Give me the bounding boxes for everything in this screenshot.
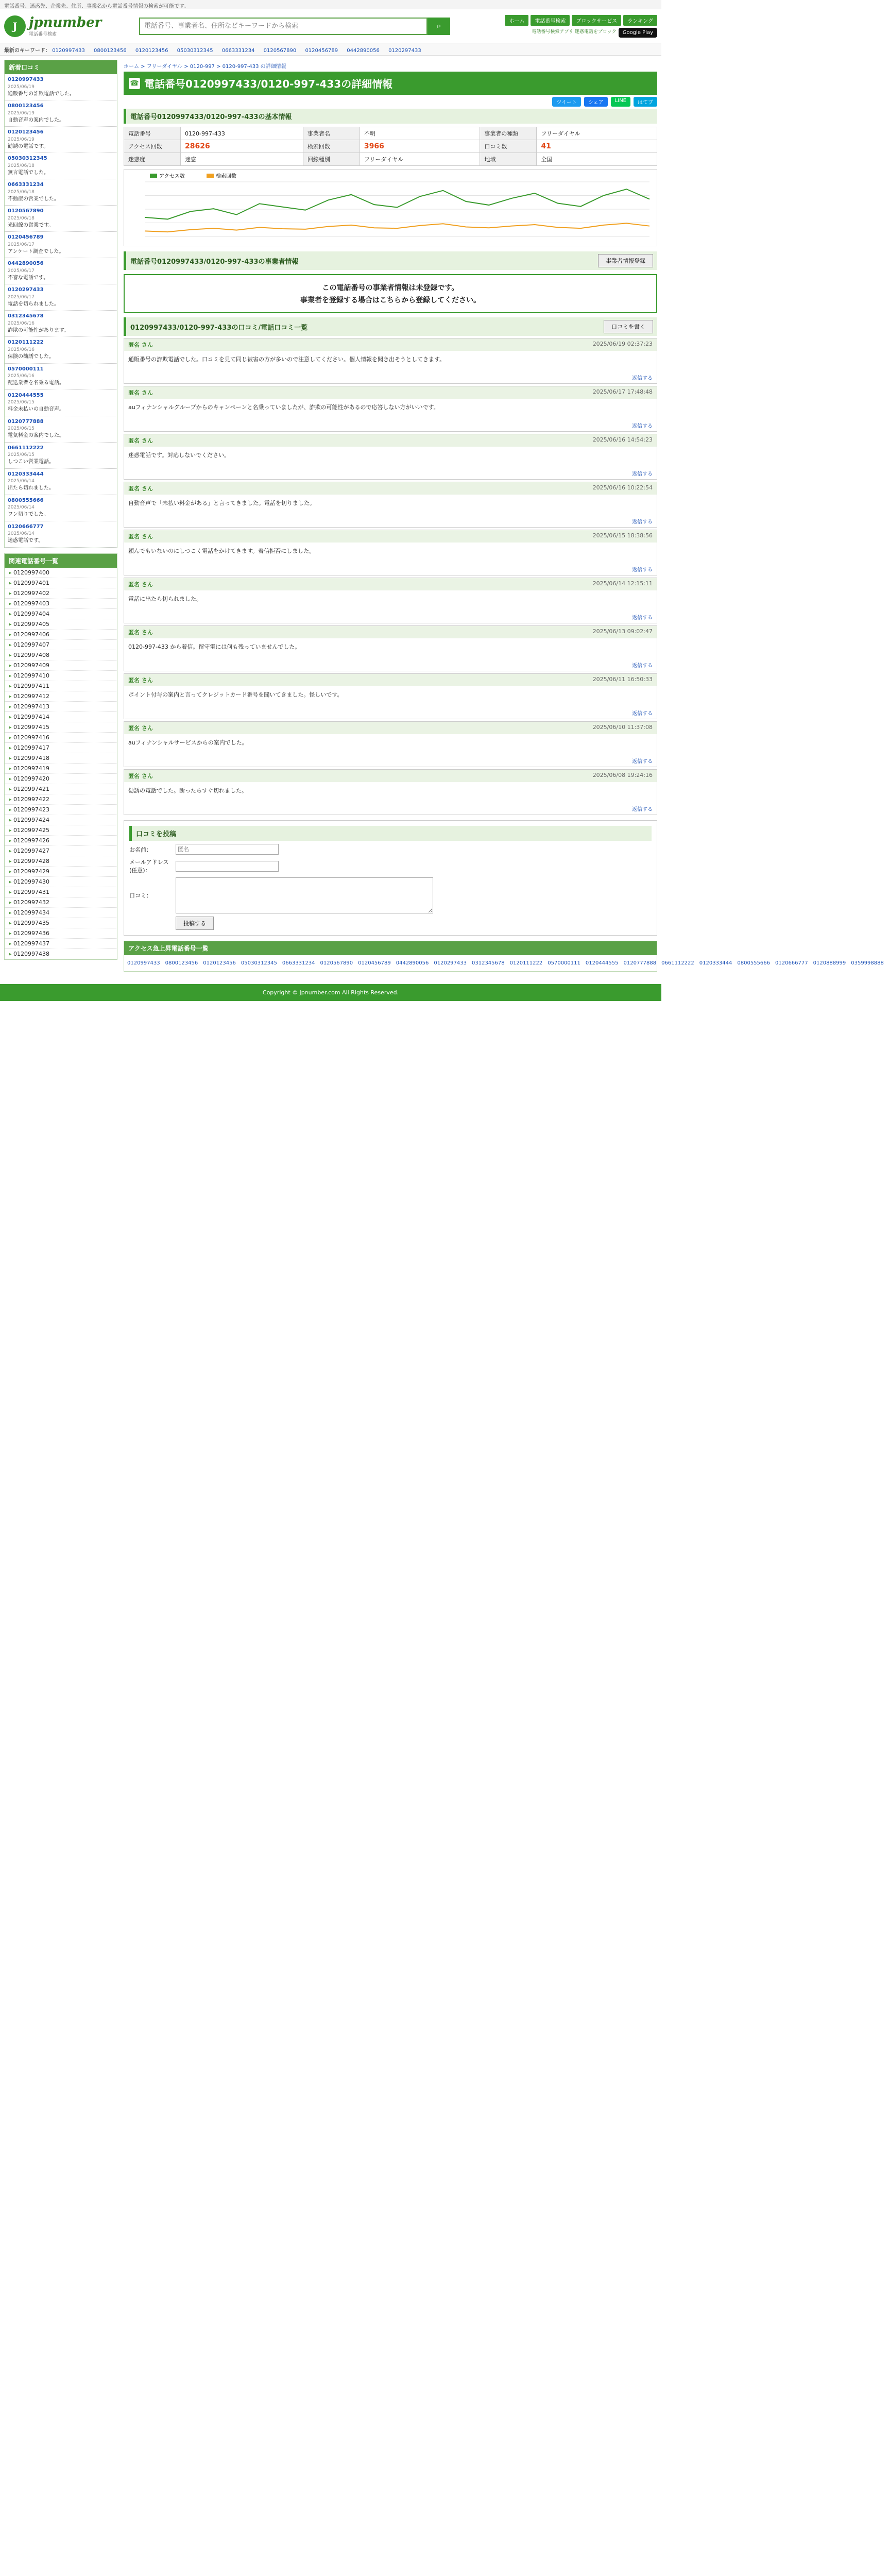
app-promo-text: 電話番号検索アプリ 迷惑電話をブロック <box>532 29 617 35</box>
info-value: フリーダイヤル <box>360 153 480 166</box>
comment-body: auフィナンシャルグループからのキャンペーンと名乗っていましたが、詐欺の可能性があるので応答しない方がいいです。 <box>128 404 439 411</box>
comment-body: auフィナンシャルサービスからの案内でした。 <box>128 739 248 746</box>
recent-comment-text: ワン切りでした。 <box>8 512 49 518</box>
related-number-link[interactable]: ▸ 0120997409 <box>5 660 117 671</box>
recent-comment-item[interactable] <box>5 521 117 548</box>
email-label: メールアドレス(任意)： <box>129 859 169 874</box>
trending-number-link[interactable]: 0359998888 <box>851 960 884 966</box>
comment-item <box>124 434 657 480</box>
basic-info-heading <box>124 109 657 124</box>
top-bar: 電話番号、迷惑先、企業先、住所、事業名から電話番号情報の検索が可能です。 <box>0 0 661 9</box>
email-input[interactable] <box>176 861 279 872</box>
recent-comment-number[interactable]: 0120297433 <box>8 287 44 293</box>
keyword-link[interactable]: 0442890056 <box>347 48 380 54</box>
info-key: 回線種別 <box>303 153 360 166</box>
recent-comment-item[interactable] <box>5 179 117 206</box>
trending-number-link[interactable]: 0120997433 <box>127 960 160 966</box>
recent-comment-date: 2025/06/16 <box>8 347 35 352</box>
recent-comment-text: 料金未払いの自動音声。 <box>8 406 64 413</box>
recent-comments-heading: 新着口コミ <box>5 60 117 74</box>
chart-legend-swatch <box>207 174 214 178</box>
info-value: 41 <box>537 140 657 153</box>
name-label: お名前： <box>129 846 152 853</box>
comment-reply-link[interactable]: 返信する <box>632 376 653 381</box>
related-number-link[interactable]: ▸ 0120997432 <box>5 897 117 908</box>
search-bar <box>139 18 499 35</box>
related-number-link[interactable]: ▸ 0120997406 <box>5 630 117 640</box>
business-info-heading <box>124 251 657 270</box>
related-numbers-box <box>4 553 117 960</box>
comment-body: 0120-997-433 から着信。留守電には何も残っていませんでした。 <box>128 643 301 650</box>
comment-body: 自動音声で「未払い料金がある」と言ってきました。電話を切りました。 <box>128 500 315 506</box>
comment-reply-link[interactable]: 返信する <box>632 759 653 765</box>
comment-reply-link[interactable]: 返信する <box>632 615 653 621</box>
related-number-link[interactable]: ▸ 0120997403 <box>5 599 117 609</box>
comment-author: 匿名 さん <box>128 389 153 396</box>
trending-number-link[interactable]: 0120297433 <box>434 960 467 966</box>
related-number-link[interactable]: ▸ 0120997408 <box>5 650 117 660</box>
recent-comment-number[interactable]: 0312345678 <box>8 313 44 319</box>
site-footer: Copyright © jpnumber.com All Rights Reserved. <box>0 984 661 1001</box>
comment-item <box>124 530 657 575</box>
trending-number-link[interactable]: 0120666777 <box>775 960 808 966</box>
share-button[interactable]: LINE <box>611 97 630 107</box>
recent-comment-item[interactable] <box>5 232 117 258</box>
trending-number-link[interactable]: 0312345678 <box>472 960 505 966</box>
comment-item <box>124 721 657 767</box>
related-numbers-list <box>5 568 117 959</box>
comment-form <box>124 820 657 936</box>
recent-comment-text: 不動産の営業でした。 <box>8 196 59 202</box>
comment-author: 匿名 さん <box>128 581 153 588</box>
info-row <box>124 153 657 166</box>
related-number-link[interactable]: ▸ 0120997404 <box>5 609 117 619</box>
business-notice-line2[interactable]: 事業者を登録する場合はこちらから登録してください。 <box>300 296 481 304</box>
comment-item <box>124 578 657 623</box>
info-key: アクセス回数 <box>124 140 181 153</box>
keyword-link[interactable]: 0120997433 <box>52 48 85 54</box>
related-number-link[interactable]: ▸ 0120997413 <box>5 702 117 712</box>
info-value: 全国 <box>537 153 657 166</box>
logo-text: jpnumber <box>29 15 102 30</box>
page-body <box>0 56 884 977</box>
comment-author: 匿名 さん <box>128 485 153 492</box>
comment-author: 匿名 さん <box>128 773 153 779</box>
logo-subtitle: 電話番号検索 <box>29 32 57 37</box>
nav-search[interactable]: 電話番号検索 <box>531 15 570 26</box>
trending-number-link[interactable]: 0120444555 <box>585 960 619 966</box>
comment-author: 匿名 さん <box>128 629 153 636</box>
comment-author: 匿名 さん <box>128 533 153 540</box>
recent-comment-text: 自動音声の案内でした。 <box>8 117 64 123</box>
form-heading <box>129 826 652 841</box>
recent-comment-date: 2025/06/18 <box>8 215 35 221</box>
info-value: 3966 <box>360 140 480 153</box>
related-number-link[interactable]: ▸ 0120997421 <box>5 784 117 794</box>
comment-label: 口コミ： <box>129 892 152 899</box>
access-chart <box>124 169 657 246</box>
recent-comment-number[interactable]: 0120111222 <box>8 340 44 346</box>
name-input[interactable] <box>176 844 279 855</box>
comment-date: 2025/06/10 11:37:08 <box>592 724 653 731</box>
comment-row <box>129 877 652 913</box>
comment-reply-link[interactable]: 返信する <box>632 471 653 477</box>
recent-comment-text: 電気料金の案内でした。 <box>8 433 64 439</box>
trending-number-link[interactable]: 0120456789 <box>358 960 391 966</box>
comment-author: 匿名 さん <box>128 677 153 684</box>
recent-comment-item[interactable] <box>5 100 117 127</box>
related-number-link[interactable]: ▸ 0120997401 <box>5 578 117 588</box>
recent-comment-date: 2025/06/19 <box>8 137 35 142</box>
comment-date: 2025/06/16 10:22:54 <box>592 484 653 491</box>
related-number-link[interactable]: ▸ 0120997410 <box>5 671 117 681</box>
comment-author: 匿名 さん <box>128 725 153 732</box>
recent-comment-number[interactable]: 0663331234 <box>8 182 44 188</box>
comment-date: 2025/06/16 14:54:23 <box>592 436 653 443</box>
related-number-link[interactable]: ▸ 0120997427 <box>5 846 117 856</box>
business-info-heading-text: 電話番号0120997433/0120-997-433の事業者情報 <box>130 258 299 266</box>
keyword-link[interactable]: 05030312345 <box>177 48 213 54</box>
related-number-link[interactable]: ▸ 0120997435 <box>5 918 117 928</box>
info-key: 迷惑度 <box>124 153 181 166</box>
trending-number-link[interactable]: 0800555666 <box>737 960 770 966</box>
chart-legend-swatch <box>150 174 157 178</box>
related-numbers-heading: 関連電話番号一覧 <box>5 554 117 568</box>
recent-comment-number[interactable]: 0442890056 <box>8 261 44 267</box>
comment-reply-link[interactable]: 返信する <box>632 807 653 812</box>
phone-icon: ☎ <box>129 78 140 89</box>
related-number-link[interactable]: ▸ 0120997428 <box>5 856 117 867</box>
recent-comment-date: 2025/06/17 <box>8 268 35 274</box>
recent-comment-date: 2025/06/15 <box>8 426 35 432</box>
chart-series-line <box>145 189 649 219</box>
page-title <box>124 72 657 95</box>
recent-comment-text: 迷惑電話です。 <box>8 538 44 544</box>
comment-item <box>124 769 657 815</box>
trending-number-link[interactable]: 0800123456 <box>165 960 198 966</box>
recent-comment-item[interactable] <box>5 390 117 416</box>
trending-number-link[interactable]: 0661112222 <box>661 960 694 966</box>
related-number-link[interactable]: ▸ 0120997400 <box>5 568 117 578</box>
recent-comment-text: 詐欺の可能性があります。 <box>8 327 70 333</box>
recent-comment-item[interactable] <box>5 311 117 337</box>
recent-comment-number[interactable]: 0120567890 <box>8 208 44 214</box>
recent-comment-item[interactable] <box>5 258 117 284</box>
comment-body: 勧誘の電話でした。断ったらすぐ切れました。 <box>128 787 247 794</box>
comment-list <box>124 338 657 815</box>
recent-comment-date: 2025/06/15 <box>8 400 35 405</box>
related-number-link[interactable]: ▸ 0120997430 <box>5 877 117 887</box>
comment-date: 2025/06/15 18:38:56 <box>592 532 653 539</box>
search-icon: ⌕ <box>436 21 441 30</box>
related-number-link[interactable]: ▸ 0120997405 <box>5 619 117 630</box>
comment-item <box>124 386 657 432</box>
comment-textarea[interactable] <box>176 877 433 913</box>
info-key: 地域 <box>480 153 537 166</box>
trending-numbers-box <box>124 941 884 972</box>
keywords-label: 最新のキーワード： <box>4 48 50 54</box>
name-row <box>129 844 652 855</box>
chart-legend-label: 検索回数 <box>216 174 236 179</box>
business-notice <box>124 274 657 313</box>
form-heading-text: 口コミを投稿 <box>136 831 177 838</box>
recent-comment-date: 2025/06/16 <box>8 374 35 379</box>
recent-comment-date: 2025/06/18 <box>8 189 35 195</box>
comment-header <box>124 386 657 399</box>
recent-comment-item[interactable] <box>5 416 117 443</box>
comment-header <box>124 482 657 495</box>
recent-comment-date: 2025/06/17 <box>8 294 35 300</box>
trending-number-link[interactable]: 0120777888 <box>623 960 657 966</box>
search-button[interactable] <box>428 18 450 35</box>
recent-comment-text: 保険の勧誘でした。 <box>8 354 54 360</box>
share-button[interactable]: ツイート <box>552 97 581 107</box>
recent-comment-date: 2025/06/14 <box>8 479 35 484</box>
recent-comment-number[interactable]: 0570000111 <box>8 366 44 372</box>
comment-body: 頼んでもいないのにしつこく電話をかけてきます。着信拒否にしました。 <box>128 548 315 554</box>
recent-comments-box <box>4 60 117 548</box>
info-key: 検索回数 <box>303 140 360 153</box>
trending-number-link[interactable]: 05030312345 <box>241 960 277 966</box>
recent-comment-number[interactable]: 0120123456 <box>8 129 44 135</box>
info-key: 事業者の種類 <box>480 127 537 140</box>
comment-author: 匿名 さん <box>128 437 153 444</box>
recent-comment-item[interactable] <box>5 74 117 100</box>
keyword-link[interactable]: 0120567890 <box>263 48 297 54</box>
related-number-link[interactable]: ▸ 0120997411 <box>5 681 117 691</box>
recent-comment-text: 光回線の営業です。 <box>8 222 54 228</box>
recent-comment-number[interactable]: 0120444555 <box>8 392 44 398</box>
recent-comment-text: 配送業者を名乗る電話。 <box>8 380 64 386</box>
recent-comment-date: 2025/06/19 <box>8 110 35 116</box>
info-value: 不明 <box>360 127 480 140</box>
comment-body: 迷惑電話です。対応しないでください。 <box>128 452 230 459</box>
recent-comment-text: 無言電話でした。 <box>8 170 49 176</box>
top-nav <box>505 15 657 38</box>
recent-comment-date: 2025/06/14 <box>8 531 35 537</box>
related-number-link[interactable]: ▸ 0120997425 <box>5 825 117 836</box>
recent-comment-number[interactable]: 0800555666 <box>8 497 44 503</box>
comment-date: 2025/06/14 12:15:11 <box>592 580 653 587</box>
trending-numbers-heading: アクセス急上昇電話番号一覧 <box>124 941 657 955</box>
nav-home[interactable]: ホーム <box>505 15 528 26</box>
nav-ranking[interactable]: ランキング <box>623 15 657 26</box>
recent-comment-date: 2025/06/14 <box>8 505 35 511</box>
basic-info-heading-text: 電話番号0120997433/0120-997-433の基本情報 <box>130 113 292 121</box>
recent-comment-item[interactable] <box>5 206 117 232</box>
recent-comment-number[interactable]: 0120997433 <box>8 77 44 82</box>
email-row <box>129 858 652 874</box>
nav-block[interactable]: ブロックサービス <box>572 15 621 26</box>
keyword-link[interactable]: 0663331234 <box>221 48 255 54</box>
recent-comment-text: 勧誘の電話です。 <box>8 143 49 149</box>
recent-comment-text: アンケート調査でした。 <box>8 248 64 255</box>
related-number-link[interactable]: ▸ 0120997414 <box>5 712 117 722</box>
trending-number-link[interactable]: 0120111222 <box>509 960 543 966</box>
recent-keywords <box>0 43 661 56</box>
comment-header <box>124 530 657 543</box>
comment-body: ポイント付与の案内と言ってクレジットカード番号を聞いてきました。怪しいです。 <box>128 691 343 698</box>
related-number-link[interactable]: ▸ 0120997412 <box>5 691 117 702</box>
share-buttons <box>124 95 657 109</box>
logo-icon: J <box>4 15 26 37</box>
info-value: 0120-997-433 <box>181 127 303 140</box>
related-number-link[interactable]: ▸ 0120997418 <box>5 753 117 764</box>
related-number-link[interactable]: ▸ 0120997417 <box>5 743 117 753</box>
recent-comment-item[interactable] <box>5 443 117 469</box>
related-number-link[interactable]: ▸ 0120997434 <box>5 908 117 918</box>
related-number-link[interactable]: ▸ 0120997422 <box>5 794 117 805</box>
trending-number-link[interactable]: 0120888999 <box>813 960 846 966</box>
comment-header <box>124 674 657 686</box>
related-number-link[interactable]: ▸ 0120997429 <box>5 867 117 877</box>
info-value: フリーダイヤル <box>537 127 657 140</box>
recent-comment-text: 出たら切れました。 <box>8 485 54 492</box>
info-row <box>124 127 657 140</box>
share-button[interactable]: シェア <box>584 97 608 107</box>
comment-body: 通販番号の詐欺電話でした。口コミを見て同じ被害の方が多いので注意してください。個人情報を聞き出そうとしてきます。 <box>128 356 446 363</box>
comment-header <box>124 434 657 447</box>
comment-author: 匿名 さん <box>128 342 153 348</box>
recent-comment-text: 通販番号の詐欺電話でした。 <box>8 91 75 97</box>
info-key: 口コミ数 <box>480 140 537 153</box>
comment-date: 2025/06/19 02:37:23 <box>592 341 653 347</box>
basic-info-table <box>124 127 657 166</box>
related-number-link[interactable]: ▸ 0120997437 <box>5 939 117 949</box>
trending-number-link[interactable]: 0120123456 <box>203 960 236 966</box>
comment-date: 2025/06/11 16:50:33 <box>592 676 653 683</box>
info-key: 電話番号 <box>124 127 181 140</box>
recent-comment-text: 電話を切られました。 <box>8 301 59 307</box>
write-comment-button[interactable]: 口コミを書く <box>604 320 653 333</box>
business-notice-line1: この電話番号の事業者情報は未登録です。 <box>322 284 459 292</box>
recent-comment-number[interactable]: 0120456789 <box>8 234 44 241</box>
keyword-link[interactable]: 0800123456 <box>94 48 127 54</box>
recent-comment-number[interactable]: 05030312345 <box>8 156 47 162</box>
info-value: 28626 <box>181 140 303 153</box>
related-number-link[interactable]: ▸ 0120997419 <box>5 764 117 774</box>
trending-number-link[interactable]: 0120567890 <box>320 960 353 966</box>
recent-comment-number[interactable]: 0661112222 <box>8 445 44 451</box>
recent-comment-item[interactable] <box>5 284 117 311</box>
related-number-link[interactable]: ▸ 0120997424 <box>5 815 117 825</box>
recent-comment-date: 2025/06/19 <box>8 84 35 90</box>
submit-comment-button[interactable]: 投稿する <box>176 917 214 930</box>
related-number-link[interactable]: ▸ 0120997436 <box>5 928 117 939</box>
search-input[interactable] <box>139 18 428 35</box>
trending-number-link[interactable]: 0442890056 <box>396 960 429 966</box>
trending-number-link[interactable]: 0570000111 <box>548 960 580 966</box>
recent-comment-date: 2025/06/17 <box>8 242 35 247</box>
comment-item <box>124 673 657 719</box>
share-button[interactable]: はてブ <box>634 97 657 107</box>
site-logo[interactable] <box>4 14 133 39</box>
access-chart-svg <box>124 170 657 246</box>
keyword-link[interactable]: 0120297433 <box>388 48 421 54</box>
main-content <box>124 60 884 977</box>
comment-reply-link[interactable]: 返信する <box>632 711 653 717</box>
comment-header <box>124 770 657 782</box>
recent-comment-date: 2025/06/18 <box>8 163 35 168</box>
google-play-badge[interactable]: Google Play <box>619 28 657 38</box>
trending-number-link[interactable]: 0663331234 <box>282 960 315 966</box>
comment-date: 2025/06/17 17:48:48 <box>592 388 653 395</box>
sidebar <box>4 60 117 977</box>
recent-comment-text: 不審な電話です。 <box>8 275 49 281</box>
comment-item <box>124 338 657 384</box>
comment-body: 電話に出たら切られました。 <box>128 596 202 602</box>
recent-comment-date: 2025/06/15 <box>8 452 35 458</box>
register-business-button[interactable]: 事業者情報登録 <box>598 254 653 267</box>
comment-item <box>124 625 657 671</box>
comment-date: 2025/06/13 09:02:47 <box>592 628 653 635</box>
recent-comment-number[interactable]: 0800123456 <box>8 103 44 109</box>
trending-number-link[interactable]: 0120333444 <box>699 960 732 966</box>
related-number-link[interactable]: ▸ 0120997407 <box>5 640 117 650</box>
recent-comment-item[interactable] <box>5 153 117 179</box>
info-value: 迷惑 <box>181 153 303 166</box>
comment-header <box>124 722 657 734</box>
keyword-link[interactable]: 0120456789 <box>305 48 338 54</box>
comment-header <box>124 626 657 638</box>
related-number-link[interactable]: ▸ 0120997431 <box>5 887 117 897</box>
page-title-text: 電話番号0120997433/0120-997-433の詳細情報 <box>144 78 393 90</box>
comment-header <box>124 578 657 590</box>
related-number-link[interactable]: ▸ 0120997415 <box>5 722 117 733</box>
recent-comment-item[interactable] <box>5 469 117 495</box>
related-number-link[interactable]: ▸ 0120997426 <box>5 836 117 846</box>
comment-reply-link[interactable]: 返信する <box>632 423 653 429</box>
info-row <box>124 140 657 153</box>
comment-date: 2025/06/08 19:24:16 <box>592 772 653 778</box>
recent-comment-date: 2025/06/16 <box>8 320 35 326</box>
comment-header <box>124 338 657 351</box>
recent-comment-number[interactable]: 0120333444 <box>8 471 44 477</box>
chart-series-line <box>145 223 649 232</box>
related-number-link[interactable]: ▸ 0120997416 <box>5 733 117 743</box>
recent-comment-item[interactable] <box>5 337 117 363</box>
keyword-link[interactable]: 0120123456 <box>135 48 168 54</box>
comment-item <box>124 482 657 528</box>
comments-heading <box>124 317 657 336</box>
recent-comment-number[interactable]: 0120666777 <box>8 523 44 530</box>
recent-comment-item[interactable] <box>5 364 117 390</box>
comments-heading-text: 0120997433/0120-997-433の口コミ/電話口コミ一覧 <box>130 324 308 332</box>
related-number-link[interactable]: ▸ 0120997438 <box>5 949 117 959</box>
recent-comment-number[interactable]: 0120777888 <box>8 418 44 425</box>
comment-reply-link[interactable]: 返信する <box>632 519 653 525</box>
trending-numbers-list <box>124 955 884 971</box>
related-number-link[interactable]: ▸ 0120997420 <box>5 774 117 784</box>
recent-comment-item[interactable] <box>5 127 117 153</box>
site-header <box>0 9 661 43</box>
chart-legend-label: アクセス数 <box>159 174 185 179</box>
comment-reply-link[interactable]: 返信する <box>632 663 653 669</box>
related-number-link[interactable]: ▸ 0120997402 <box>5 588 117 599</box>
breadcrumb[interactable]: ホーム > フリーダイヤル > 0120-997 > 0120-997-433 の詳細情報 <box>124 64 286 70</box>
recent-comment-text: しつこい営業電話。 <box>8 459 54 465</box>
recent-comments-list <box>5 74 117 548</box>
info-key: 事業者名 <box>303 127 360 140</box>
comment-reply-link[interactable]: 返信する <box>632 567 653 573</box>
related-number-link[interactable]: ▸ 0120997423 <box>5 805 117 815</box>
recent-comment-item[interactable] <box>5 495 117 521</box>
